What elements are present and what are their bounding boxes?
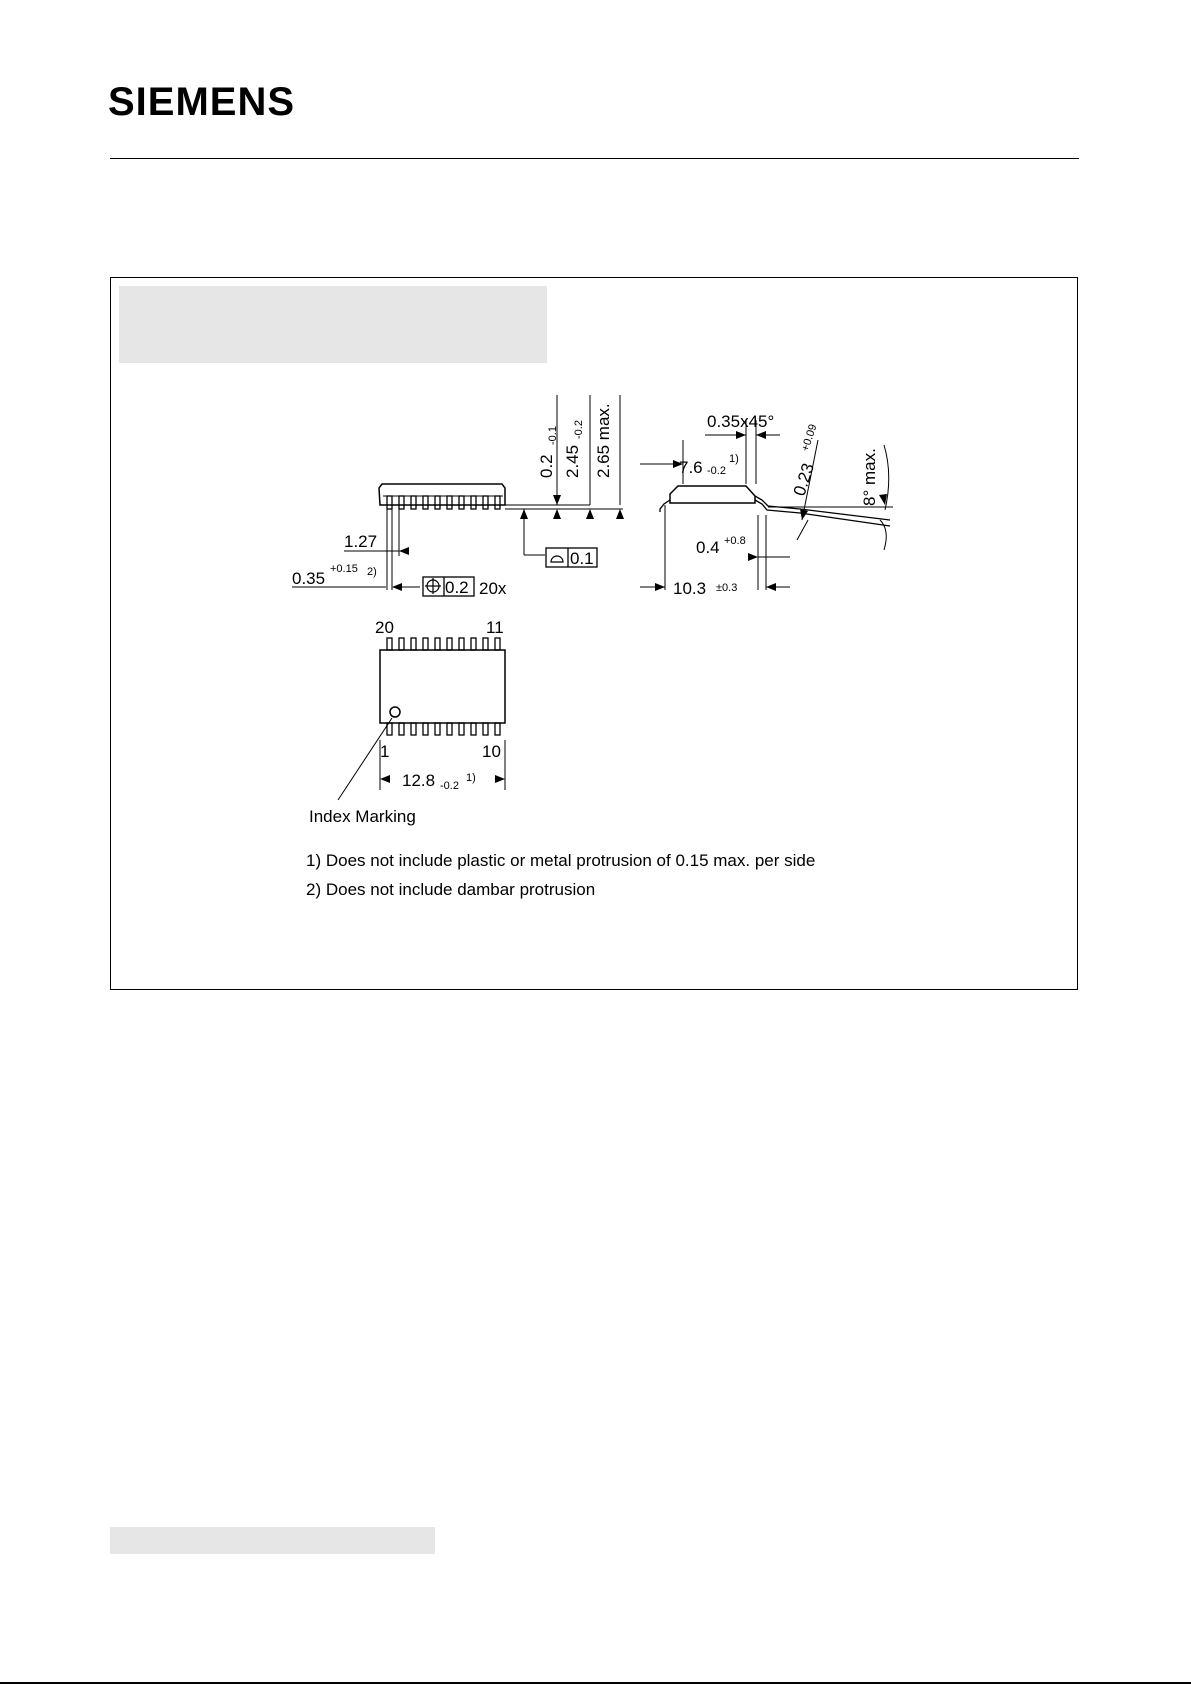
lead-thickness-label: 0.23: [789, 460, 819, 499]
foot-length-label: 0.4: [696, 538, 720, 557]
body-length-tol: -0.2: [440, 780, 459, 792]
position-tol-value: 0.2: [445, 578, 469, 597]
index-marking-label: Index Marking: [309, 807, 416, 826]
end-view-body: [660, 486, 890, 526]
body-height-label: 2.45: [563, 444, 582, 478]
standoff-tol: -0.1: [547, 426, 559, 445]
foot-length-tol: +0.8: [724, 535, 746, 547]
max-height-label: 2.65 max.: [594, 403, 613, 478]
side-view-body: [379, 484, 623, 509]
coplanarity-value: 0.1: [570, 549, 594, 568]
siemens-logo: SIEMENS: [108, 80, 296, 124]
overall-width-tol: ±0.3: [716, 582, 738, 594]
body-length-label: 12.8: [402, 771, 436, 790]
pin-11-label: 11: [486, 618, 504, 637]
body-width-note: 1): [729, 453, 739, 465]
pin-1-label: 1: [380, 742, 390, 761]
standoff-label: 0.2: [537, 454, 556, 478]
note-2: 2) Does not include dambar protrusion: [306, 880, 596, 899]
profile-symbol-icon: [551, 556, 563, 562]
body-width-tol: -0.2: [707, 465, 726, 477]
lead-width-label: 0.35: [292, 569, 326, 588]
angle-label: 8° max.: [860, 448, 879, 506]
lead-width-tol: +0.15: [330, 563, 358, 575]
pin-20-label: 20: [375, 618, 394, 637]
note-1: 1) Does not include plastic or metal protrusion of 0.15 max. per side: [306, 851, 816, 870]
pin-10-label: 10: [482, 742, 501, 761]
pitch-label: 1.27: [344, 532, 378, 551]
body-width-label: 7.6: [679, 458, 703, 477]
lead-width-note: 2): [367, 566, 377, 578]
body-height-tol: -0.2: [573, 420, 585, 439]
body-length-note: 1): [466, 772, 476, 784]
overall-width-label: 10.3: [673, 579, 707, 598]
footer-placeholder-box: [110, 1527, 435, 1554]
chamfer-label: 0.35x45°: [707, 412, 775, 431]
position-count: 20x: [479, 579, 507, 598]
lead-thickness-tol: +0.09: [799, 422, 820, 453]
page-bottom-rule: [0, 1682, 1191, 1684]
